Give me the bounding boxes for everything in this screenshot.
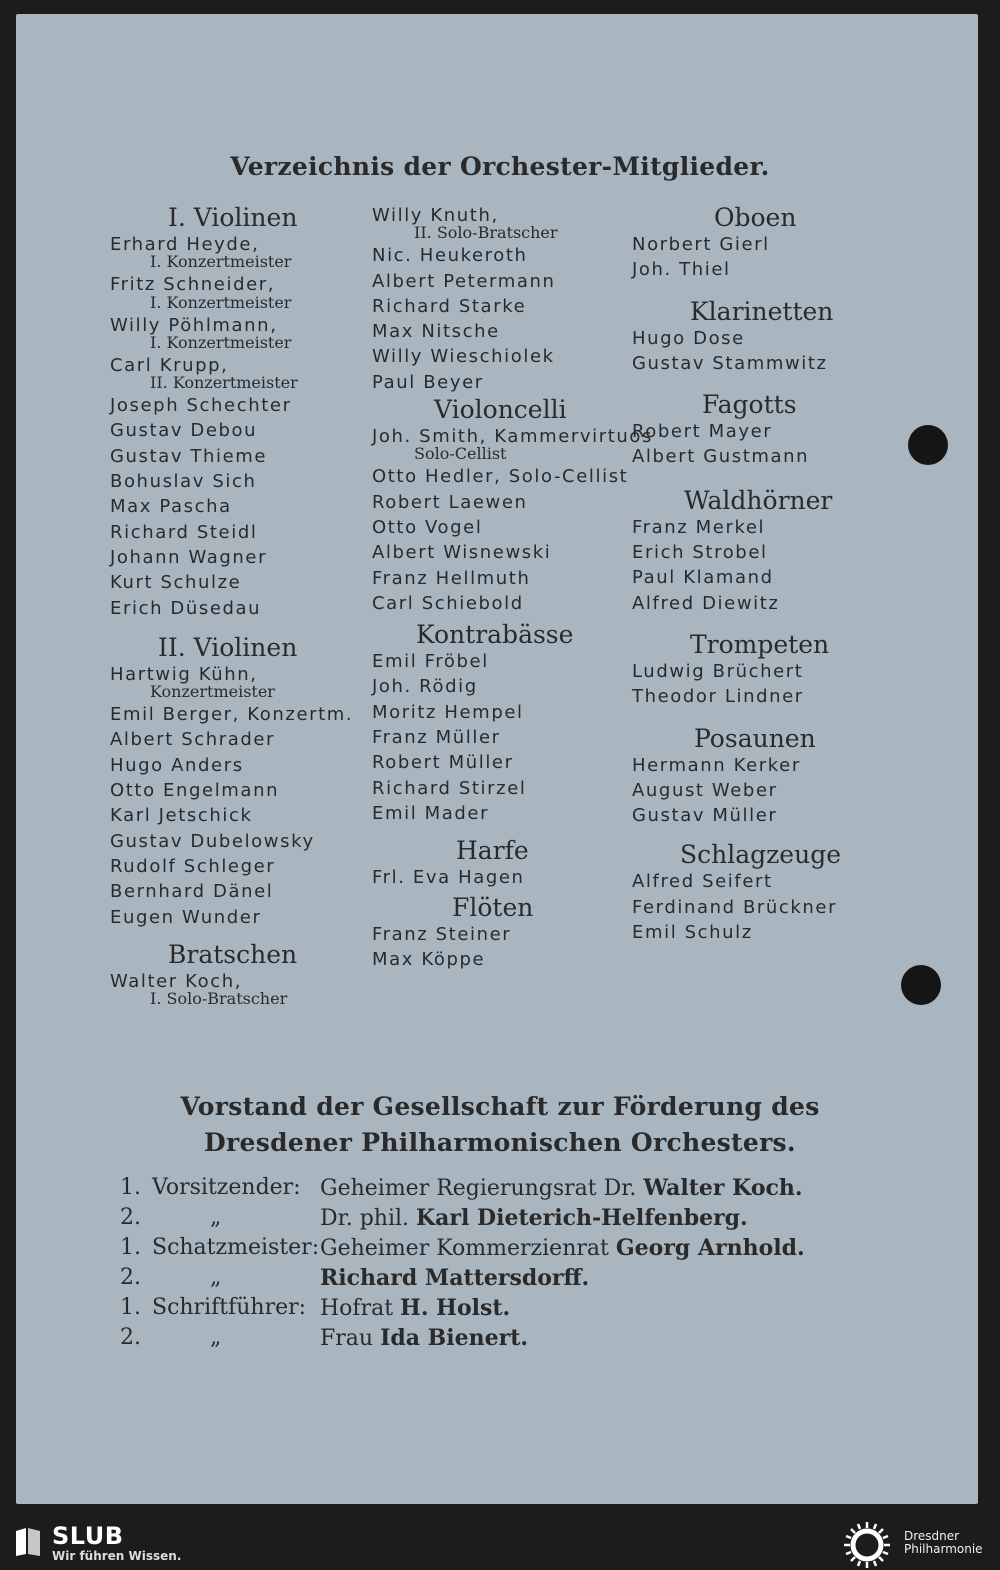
punch-hole	[901, 965, 941, 1005]
member-name: Max Pascha	[110, 496, 232, 518]
member-name: Emil Schulz	[632, 922, 753, 944]
member-name: Joh. Thiel	[632, 259, 731, 281]
section-column-1-3	[372, 836, 627, 890]
member-name: Gustav Müller	[632, 805, 778, 827]
member-name: Max Köppe	[372, 948, 486, 970]
member-name: Willy Pöhlmann,	[110, 314, 278, 336]
member-name: Max Nitsche	[372, 321, 500, 343]
book-icon	[14, 1527, 42, 1557]
member-role: Solo-Cellist	[414, 444, 507, 464]
member-name: Robert Müller	[372, 752, 514, 774]
section-column-2-3	[632, 486, 872, 616]
member-name: Hugo Anders	[110, 754, 244, 776]
board-row-title: Geheimer Regierungsrat Dr.	[320, 1176, 637, 1201]
member-name: Richard Steidl	[110, 521, 258, 543]
member-name: Franz Hellmuth	[372, 567, 531, 589]
page-title: Verzeichnis der Orchester-Mitglieder.	[230, 152, 770, 181]
section-column-2-0	[632, 203, 872, 283]
section-column-2-2	[632, 390, 872, 470]
member-name: Theodor Lindner	[632, 686, 804, 708]
section-heading: Violoncelli	[434, 395, 567, 425]
section-heading: Trompeten	[690, 629, 830, 659]
board-row-person	[320, 1265, 589, 1291]
section-heading: Flöten	[452, 892, 534, 922]
column-middle	[372, 203, 654, 972]
section-column-1-1	[372, 395, 654, 616]
member-name: Nic. Heukeroth	[372, 245, 528, 267]
member-name: Albert Gustmann	[632, 446, 810, 468]
member-role: I. Konzertmeister	[150, 332, 292, 352]
member-name: Fritz Schneider,	[110, 274, 276, 296]
member-name: Hugo Dose	[632, 327, 745, 349]
section-column-1-4	[372, 893, 627, 973]
board-row-role: „	[210, 1205, 222, 1230]
section-heading: Kontrabässe	[416, 620, 574, 650]
member-role: II. Konzertmeister	[150, 373, 298, 393]
section-column-2-6	[632, 840, 872, 945]
board-row-role: Vorsitzender:	[152, 1175, 301, 1200]
board-row-title: Frau	[320, 1326, 374, 1351]
section-column-1-0	[372, 203, 627, 395]
board-row-role: „	[210, 1325, 222, 1350]
member-name: Otto Engelmann	[110, 780, 280, 802]
section-heading: Waldhörner	[684, 485, 833, 515]
board-row-number: 2.	[120, 1325, 141, 1350]
member-name: Gustav Debou	[110, 420, 258, 442]
punch-hole	[908, 425, 948, 465]
board-row-name: Ida Bienert.	[380, 1325, 529, 1351]
board-title-line1: Vorstand der Gesellschaft zur Förderung des	[180, 1092, 820, 1121]
member-role: I. Solo-Bratscher	[150, 989, 288, 1009]
section-heading: Fagotts	[702, 390, 797, 420]
member-name: Paul Beyer	[372, 371, 484, 393]
board-row-role: Schriftführer:	[152, 1295, 307, 1320]
member-role: Konzertmeister	[150, 682, 275, 702]
member-name: Albert Petermann	[372, 270, 556, 292]
board-row-role: „	[210, 1265, 222, 1290]
member-name: Erich Düsedau	[110, 597, 262, 619]
member-name: Otto Vogel	[372, 516, 483, 538]
board-row-name: H. Holst.	[400, 1295, 511, 1321]
board-row-person	[320, 1235, 805, 1261]
member-name: Carl Krupp,	[110, 354, 229, 376]
member-name: Franz Steiner	[372, 923, 512, 945]
member-name: Carl Schiebold	[372, 592, 524, 614]
section-column-0-2	[110, 940, 360, 1009]
member-name: Kurt Schulze	[110, 572, 242, 594]
section-heading: Oboen	[714, 203, 797, 232]
member-name: Albert Wisnewski	[372, 542, 552, 564]
member-name: Alfred Seifert	[632, 871, 773, 893]
member-name: Franz Müller	[372, 727, 501, 749]
member-name: Eugen Wunder	[110, 906, 262, 928]
section-column-2-1	[632, 297, 872, 377]
board-row-name: Richard Mattersdorff.	[320, 1265, 590, 1291]
member-name: Joh. Rödig	[372, 676, 478, 698]
member-name: Emil Fröbel	[372, 651, 489, 673]
board-row-number: 2.	[120, 1205, 141, 1230]
board-row-title: Hofrat	[320, 1296, 394, 1321]
member-name: Robert Laewen	[372, 491, 528, 513]
board-row-person	[320, 1295, 510, 1321]
member-name: Norbert Gierl	[632, 234, 770, 255]
column-right	[632, 203, 872, 945]
member-name: Frl. Eva Hagen	[372, 867, 525, 889]
slub-logo-text: SLUB	[52, 1522, 124, 1550]
board-row-person	[320, 1325, 528, 1351]
member-name: Ludwig Brüchert	[632, 660, 804, 682]
slub-tagline: Wir führen Wissen.	[52, 1549, 182, 1563]
section-heading: Harfe	[456, 836, 529, 866]
member-name: Joh. Smith, Kammervirtuos	[372, 426, 654, 448]
member-name: Paul Klamand	[632, 567, 774, 589]
section-heading: Klarinetten	[690, 296, 834, 326]
board-title-line2: Dresdener Philharmonischen Orchesters.	[204, 1128, 796, 1157]
member-name: Richard Starke	[372, 295, 527, 317]
member-name: Bohuslav Sich	[110, 471, 257, 493]
section-heading: Schlagzeuge	[680, 840, 841, 870]
member-name: Gustav Stammwitz	[632, 352, 828, 374]
column-left	[110, 203, 360, 1009]
member-role: II. Solo-Bratscher	[414, 223, 558, 243]
board-row-role: Schatzmeister:	[152, 1235, 320, 1260]
member-name: Emil Mader	[372, 802, 490, 824]
member-role: I. Konzertmeister	[150, 292, 292, 312]
board-row-person	[320, 1205, 748, 1231]
member-name: Gustav Thieme	[110, 445, 268, 467]
section-heading: II. Violinen	[158, 632, 298, 662]
member-name: Hermann Kerker	[632, 754, 801, 776]
member-name: Ferdinand Brückner	[632, 896, 838, 918]
member-name: Franz Merkel	[632, 516, 766, 538]
board-row-name: Georg Arnhold.	[615, 1235, 805, 1261]
member-name: Gustav Dubelowsky	[110, 830, 315, 852]
member-name: Albert Schrader	[110, 729, 276, 751]
member-name: Bernhard Dänel	[110, 881, 274, 903]
board-row-number: 2.	[120, 1265, 141, 1290]
section-column-0-1	[110, 633, 360, 930]
member-name: Erich Strobel	[632, 542, 768, 564]
board-row-name: Karl Dieterich-Helfenberg.	[416, 1205, 748, 1231]
member-name: Willy Wieschiolek	[372, 346, 555, 368]
board-row-number: 1.	[120, 1295, 141, 1320]
member-name: Moritz Hempel	[372, 701, 524, 723]
member-name: Emil Berger, Konzertm.	[110, 704, 354, 726]
member-role: I. Konzertmeister	[150, 252, 292, 272]
member-name: Richard Stirzel	[372, 777, 527, 799]
section-column-0-0	[110, 203, 360, 621]
section-column-2-5	[632, 724, 872, 829]
section-heading: I. Violinen	[168, 203, 298, 232]
section-heading: Posaunen	[694, 723, 816, 753]
member-name: Rudolf Schleger	[110, 855, 276, 877]
footer-bar	[0, 1517, 1000, 1567]
member-name: Walter Koch,	[110, 970, 243, 992]
board-row-person	[320, 1175, 803, 1201]
board-row-title: Geheimer Kommerzienrat	[320, 1236, 609, 1261]
board-row-number: 1.	[120, 1235, 141, 1260]
philharmonie-logo-icon	[842, 1520, 892, 1570]
board-row-title: Dr. phil.	[320, 1206, 410, 1231]
philharmonie-name: Dresdner Philharmonie	[904, 1529, 983, 1556]
member-name: Otto Hedler, Solo-Cellist	[372, 466, 629, 488]
member-name: Karl Jetschick	[110, 805, 253, 827]
member-name: Alfred Diewitz	[632, 592, 780, 614]
section-column-1-2	[372, 620, 627, 826]
member-name: Hartwig Kühn,	[110, 663, 258, 685]
board-row-number: 1.	[120, 1175, 141, 1200]
member-name: August Weber	[632, 779, 778, 801]
section-column-2-4	[632, 630, 872, 710]
member-name: Robert Mayer	[632, 421, 773, 443]
member-name: Johann Wagner	[110, 546, 268, 568]
section-heading: Bratschen	[168, 939, 298, 969]
member-name: Joseph Schechter	[110, 395, 292, 417]
board-row-name: Walter Koch.	[643, 1175, 803, 1201]
member-name: Erhard Heyde,	[110, 234, 260, 255]
member-name: Willy Knuth,	[372, 205, 499, 226]
